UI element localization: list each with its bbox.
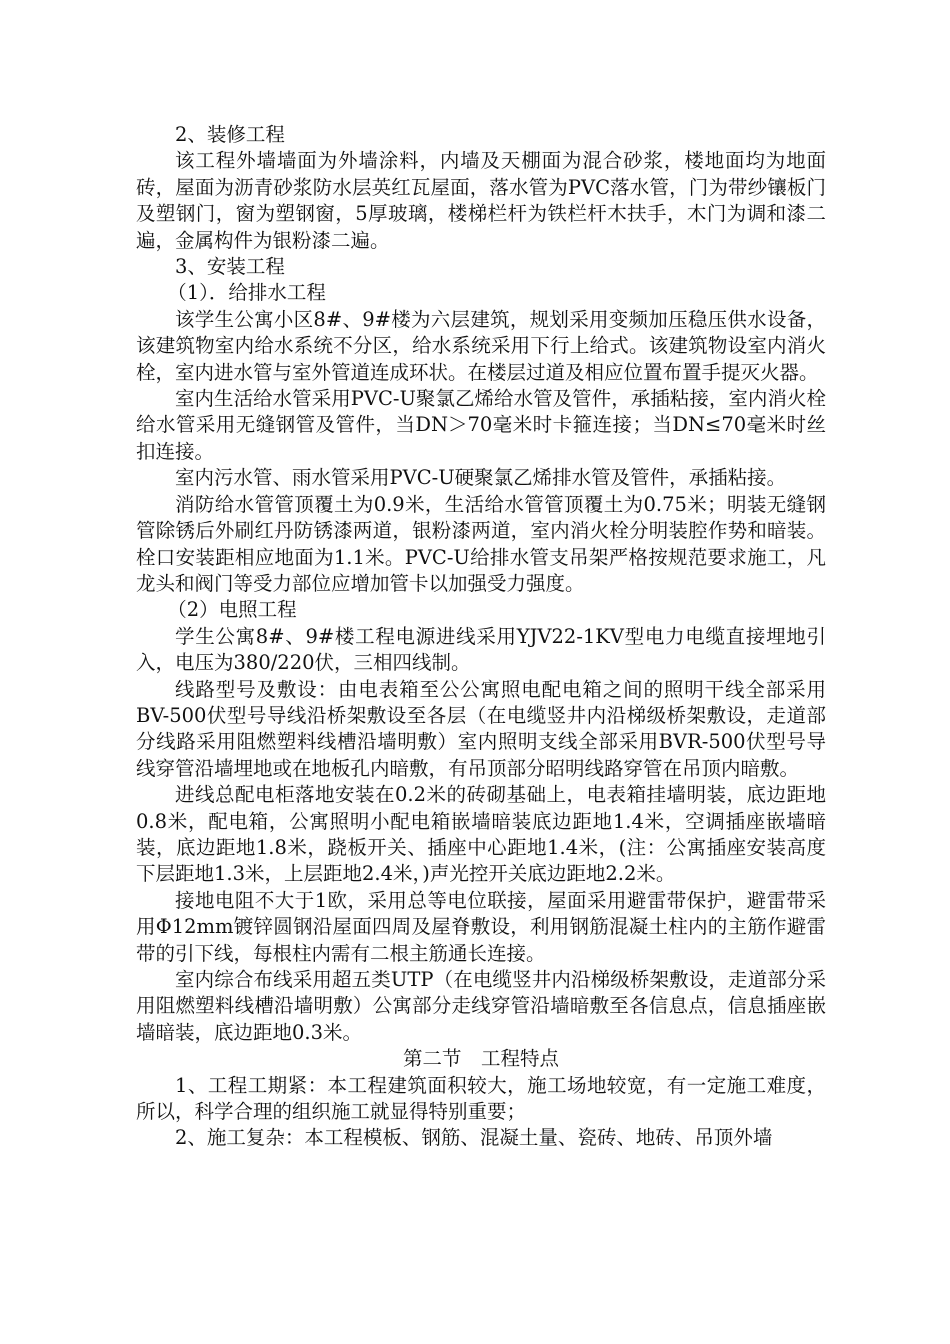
paragraph-electrical-1: 学生公寓8#、9#楼工程电源进线采用YJV22-1KV型电力电缆直接埋地引入，电压为380/220伏，三相四线制。: [136, 624, 826, 675]
paragraph-feature-1: 1、工程工期紧：本工程建筑面积较大，施工场地较宽，有一定施工难度，所以，科学合理的组织施工就显得特别重要；: [136, 1073, 826, 1124]
paragraph-water-1: 该学生公寓小区8#、9#楼为六层建筑，规划采用变频加压稳压供水设备，该建筑物室内给水系统不分区，给水系统采用下行上给式。该建筑物设室内消火栓，室内进水管与室外管道连成环状。在楼层过道及相应位置布置手提灭火器。: [136, 307, 826, 384]
paragraph-feature-2: 2、施工复杂：本工程模板、钢筋、混凝土量、瓷砖、地砖、吊顶外墙: [175, 1126, 773, 1150]
paragraph-water-2: 室内生活给水管采用PVC-U聚氯乙烯给水管及管件，承插粘接，室内消火栓给水管采用无缝钢管及管件，当DN＞70毫米时卡箍连接；当DN≤70毫米时丝扣连接。: [136, 387, 826, 463]
heading-electrical-lighting: （2）电照工程: [167, 598, 297, 622]
section-title-project-features: 第二节 工程特点: [402, 1047, 559, 1071]
paragraph-water-3: 室内污水管、雨水管采用PVC-U硬聚氯乙烯排水管及管件，承插粘接。: [175, 466, 787, 490]
heading-decoration-works: 2、装修工程: [175, 123, 285, 146]
heading-water-supply-drainage: （1）．给排水工程: [167, 281, 326, 305]
paragraph-electrical-3: 进线总配电柜落地安装在0.2米的砖砌基础上，电表箱挂墙明装，底边距地0.8米，配电箱，公寓照明小配电箱嵌墙暗装底边距地1.4米，空调插座嵌墙暗装，底边距地1.8米，跷板开关、插座中心距地1.4米，(注：公寓插座安装高度下层距地1.3米，上层距地2.4米，)声光控开关底边距地2.2米。: [136, 783, 826, 886]
paragraph-decoration: 该工程外墙墙面为外墙涂料，内墙及天棚面为混合砂浆，楼地面均为地面砖，屋面为沥青砂浆防水层英红瓦屋面，落水管为PVC落水管，门为带纱镶板门及塑钢门，窗为塑钢窗，5厚玻璃，楼梯栏杆为铁栏杆木扶手，木门为调和漆二遍，金属构件为银粉漆二遍。: [136, 149, 826, 252]
document-page: [136, 122, 826, 1152]
paragraph-electrical-2: 线路型号及敷设：由电表箱至公公寓照电配电箱之间的照明干线全部采用BV-500伏型号导线沿桥架敷设至各层（在电缆竖井内沿梯级桥架敷设，走道部分线路采用阻燃塑料线槽沿墙明敷）室内照明支线全部采用BVR-500伏型号导线穿管沿墙埋地或在地板孔内暗敷，有吊顶部分昭明线路穿管在吊顶内暗敷。: [136, 677, 826, 780]
heading-installation-works: 3、安装工程: [175, 255, 285, 279]
paragraph-electrical-4: 接地电阻不大于1欧，采用总等电位联接，屋面采用避雷带保护，避雷带采用Φ12mm镀锌圆钢沿屋面四周及屋脊敷设，利用钢筋混凝土柱内的主筋作避雷带的引下线，每根柱内需有二根主筋通长连接。: [136, 888, 826, 965]
paragraph-water-4: 消防给水管管顶覆土为0.9米，生活给水管管顶覆土为0.75米；明装无缝钢管除锈后外刷红丹防锈漆两道，银粉漆两道，室内消火栓分明装腔作势和暗装。栓口安装距相应地面为1.1米。PVC-U给排水管支吊架严格按规范要求施工，凡龙头和阀门等受力部位应增加管卡以加强受力强度。: [136, 492, 826, 595]
paragraph-electrical-5: 室内综合布线采用超五类UTP（在电缆竖井内沿梯级桥架敷设，走道部分采用阻燃塑料线槽沿墙明敷）公寓部分走线穿管沿墙暗敷至各信息点，信息插座嵌墙暗装，底边距地0.3米。: [136, 968, 826, 1044]
